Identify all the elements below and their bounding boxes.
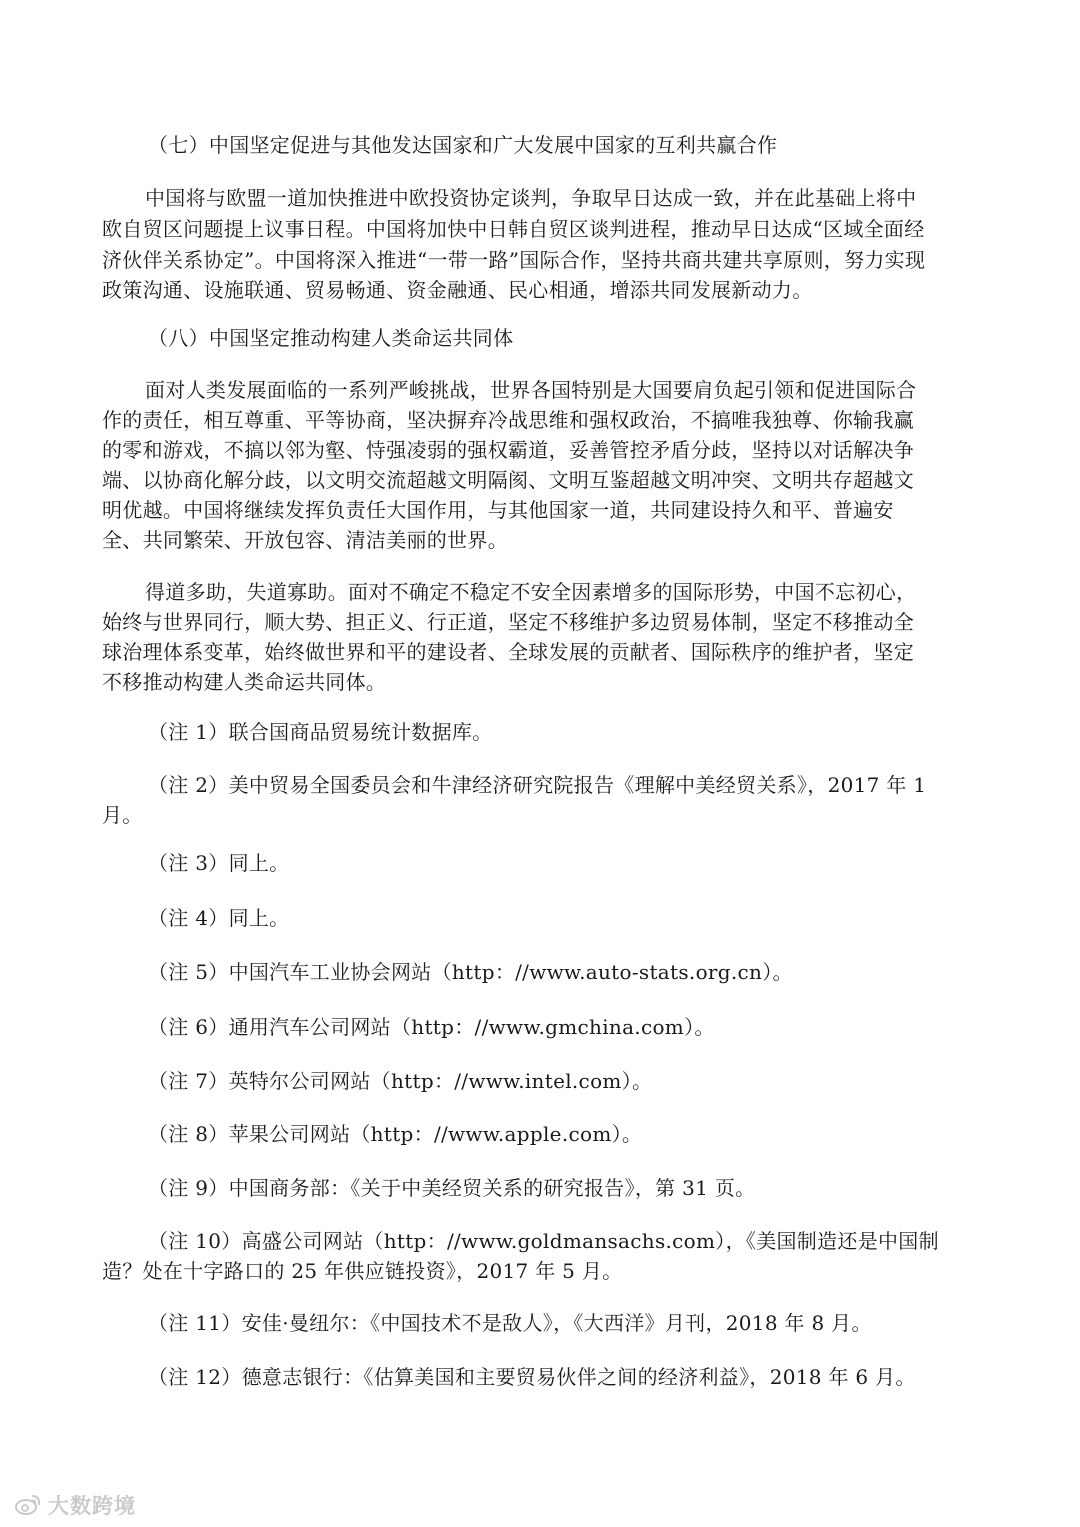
paragraph-line: 端、以协商化解分歧，以文明交流超越文明隔阂、文明互鉴超越文明冲突、文明共存超越文 <box>102 468 914 492</box>
paragraph-line: 欧自贸区问题提上议事日程。中国将加快中日韩自贸区谈判进程，推动早日达成“区域全面经 <box>102 217 925 241</box>
section-8-heading: （八）中国坚定推动构建人类命运共同体 <box>148 326 514 350</box>
paragraph-line: 政策沟通、设施联通、贸易畅通、资金融通、民心相通，增添共同发展新动力。 <box>102 278 813 302</box>
note-3: （注 3）同上。 <box>148 851 290 875</box>
note-9: （注 9）中国商务部：《关于中美经贸关系的研究报告》，第 31 页。 <box>148 1176 756 1200</box>
paragraph-line: 得道多助，失道寡助。面对不确定不稳定不安全因素增多的国际形势，中国不忘初心， <box>145 580 917 604</box>
note-4: （注 4）同上。 <box>148 906 290 930</box>
paragraph-line: 始终与世界同行，顺大势、担正义、行正道，坚定不移维护多边贸易体制，坚定不移推动全 <box>102 610 914 634</box>
note-8: （注 8）苹果公司网站（http：//www.apple.com）。 <box>148 1122 643 1146</box>
paragraph-line: 球治理体系变革，始终做世界和平的建设者、全球发展的贡献者、国际秩序的维护者，坚定 <box>102 640 914 664</box>
note-7: （注 7）英特尔公司网站（http：//www.intel.com）。 <box>148 1069 653 1093</box>
paragraph-line: 中国将与欧盟一道加快推进中欧投资协定谈判，争取早日达成一致，并在此基础上将中 <box>145 186 917 210</box>
watermark-text: 大数跨境 <box>48 1494 136 1518</box>
note-6: （注 6）通用汽车公司网站（http：//www.gmchina.com）。 <box>148 1015 715 1039</box>
paragraph-line: 的零和游戏，不搞以邻为壑、恃强凌弱的强权霸道，妥善管控矛盾分歧，坚持以对话解决争 <box>102 438 914 462</box>
section-7-heading: （七）中国坚定促进与其他发达国家和广大发展中国家的互利共赢合作 <box>148 133 778 157</box>
note-11: （注 11）安佳·曼纽尔：《中国技术不是敌人》，《大西洋》月刊，2018 年 8 月。 <box>148 1311 872 1335</box>
weibo-logo-icon <box>14 1493 42 1517</box>
paragraph-line: 不移推动构建人类命运共同体。 <box>102 670 387 694</box>
note-2: （注 2）美中贸易全国委员会和牛津经济研究院报告《理解中美经贸关系》，2017 年 1 <box>148 773 927 797</box>
paragraph-line: 全、共同繁荣、开放包容、清洁美丽的世界。 <box>102 528 508 552</box>
paragraph-line: 济伙伴关系协定”。中国将深入推进“一带一路”国际合作，坚持共商共建共享原则，努力实现 <box>102 248 926 272</box>
note-12: （注 12）德意志银行：《估算美国和主要贸易伙伴之间的经济利益》，2018 年 6 月。 <box>148 1365 916 1389</box>
paragraph-line: 面对人类发展面临的一系列严峻挑战，世界各国特别是大国要肩负起引领和促进国际合 <box>145 378 917 402</box>
paragraph-line: 明优越。中国将继续发挥负责任大国作用，与其他国家一道，共同建设持久和平、普遍安 <box>102 498 894 522</box>
note-2-continuation: 月。 <box>102 803 143 827</box>
note-10: （注 10）高盛公司网站（http：//www.goldmansachs.com），《美国制造还是中国制 <box>148 1229 939 1253</box>
note-1: （注 1）联合国商品贸易统计数据库。 <box>148 720 493 744</box>
paragraph-line: 作的责任，相互尊重、平等协商，坚决摒弃冷战思维和强权政治，不搞唯我独尊、你输我赢 <box>102 408 914 432</box>
note-5: （注 5）中国汽车工业协会网站（http：//www.auto-stats.org.cn）。 <box>148 960 793 984</box>
watermark <box>14 1490 136 1520</box>
note-10-continuation: 造？处在十字路口的 25 年供应链投资》，2017 年 5 月。 <box>102 1259 623 1283</box>
